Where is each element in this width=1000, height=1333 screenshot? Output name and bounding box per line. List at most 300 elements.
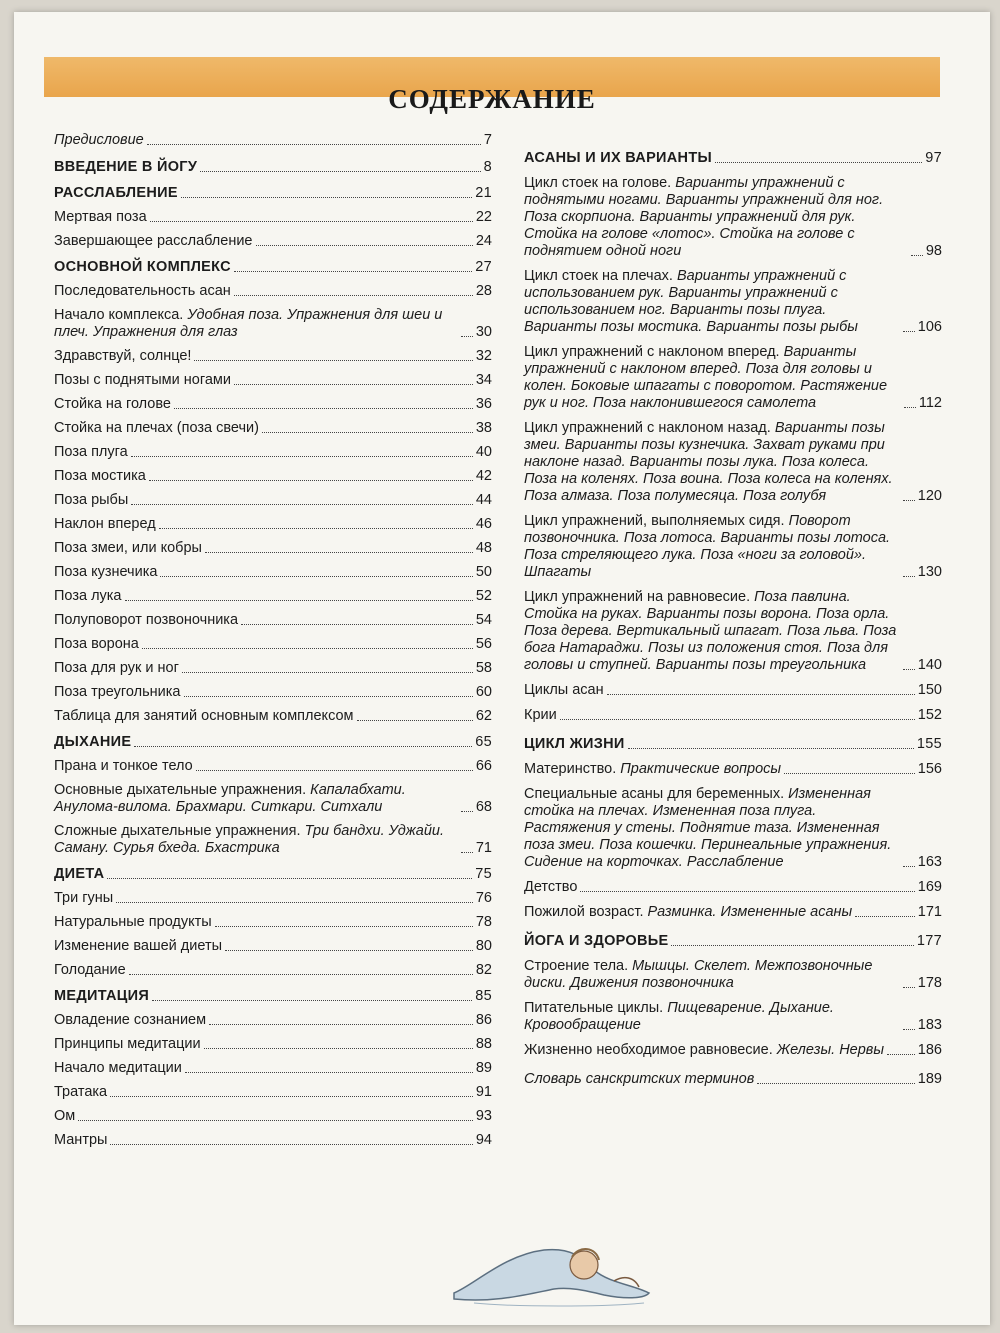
toc-entry-title: РАССЛАБЛЕНИЕ — [54, 185, 178, 201]
toc-entry-subtopics: Капалабхати. Анулома-вилома. Брахмари. Ситкари. Ситхали — [54, 782, 406, 815]
leader-dots — [196, 770, 473, 771]
toc-entry-title: Изменение вашей диеты — [54, 938, 223, 954]
toc-entry-title: Натуральные продукты — [54, 914, 212, 930]
page-number: 106 — [917, 319, 942, 335]
toc-entry-text — [54, 185, 178, 202]
toc-section-heading — [524, 933, 942, 950]
toc-entry — [54, 233, 492, 250]
toc-entry-text — [524, 589, 900, 674]
toc-entry-text — [54, 444, 128, 461]
toc-entry-title: Мантры — [54, 1132, 108, 1148]
page-number: 171 — [917, 904, 942, 920]
toc-entry-title: Поза рыбы — [54, 492, 129, 508]
toc-entry — [54, 516, 492, 533]
page-number: 76 — [475, 890, 492, 906]
leader-dots — [234, 271, 472, 272]
toc-entry — [54, 348, 492, 365]
page-number: 98 — [925, 243, 942, 259]
toc-entry-subtopics: Варианты упражнений с наклоном вперед. Поза для головы и колен. Боковые шпагаты с поворотом. Растяжение рук и ног. Поза наклонившегося самолета — [524, 344, 888, 411]
leader-dots — [131, 504, 473, 505]
page-number: 71 — [475, 840, 492, 856]
page-number: 50 — [475, 564, 492, 580]
page-number: 89 — [475, 1060, 492, 1076]
toc-entry-text — [54, 159, 197, 176]
toc-entry-subtopics: Пищеварение. Дыхание. Кровообращение — [524, 1000, 834, 1033]
toc-entry-text — [54, 209, 147, 226]
leader-dots — [855, 916, 915, 917]
toc-entry-subtopics: Варианты упражнений с поднятыми ногами. Варианты упражнений для ног. Поза скорпиона. Варианты упражнений для рук. Стойка на голове «лотос». Стойка на голове с поднятием одной ноги — [524, 175, 884, 259]
toc-entry-text — [54, 233, 253, 250]
toc-entry — [524, 786, 942, 871]
page-number: 75 — [475, 866, 492, 882]
toc-entry-title: Основные дыхательные упражнения. — [54, 782, 307, 798]
page-number: 44 — [475, 492, 492, 508]
toc-entry-title: Цикл упражнений с наклоном вперед. — [524, 344, 780, 360]
page-number: 186 — [917, 1042, 942, 1058]
toc-entry-title: Полуповорот позвоночника — [54, 612, 239, 628]
toc-entry-text — [524, 1000, 900, 1034]
toc-entry-text — [54, 823, 458, 857]
leader-dots — [200, 171, 480, 172]
page-number: 183 — [917, 1017, 942, 1033]
toc-entry — [54, 890, 492, 907]
toc-entry-text — [524, 420, 900, 505]
toc-entry-title: Поза ворона — [54, 636, 139, 652]
leader-dots — [560, 719, 915, 720]
toc-entry-title: Циклы асан — [524, 682, 604, 698]
toc-entry-text — [54, 962, 126, 979]
page-number: 82 — [475, 962, 492, 978]
leader-dots — [209, 1024, 473, 1025]
toc-entry — [54, 636, 492, 653]
toc-entry — [524, 420, 942, 505]
toc-section-heading — [54, 159, 492, 176]
toc-entry-text — [524, 344, 901, 412]
leader-dots — [234, 384, 473, 385]
toc-entry-text — [524, 175, 908, 260]
toc-entry — [54, 914, 492, 931]
leader-dots — [357, 720, 473, 721]
toc-entry-text — [54, 1108, 75, 1125]
leader-dots — [142, 648, 473, 649]
toc-entry — [54, 492, 492, 509]
toc-entry-title: Словарь санскритских терминов — [524, 1071, 755, 1087]
toc-entry-text — [54, 988, 149, 1005]
leader-dots — [911, 255, 923, 256]
leader-dots — [461, 852, 473, 853]
leader-dots — [194, 360, 472, 361]
toc-entry — [54, 540, 492, 557]
toc-entry — [524, 513, 942, 581]
page-number: 177 — [916, 933, 942, 949]
page-number: 22 — [475, 209, 492, 225]
toc-column-left — [54, 132, 492, 1156]
leader-dots — [125, 600, 473, 601]
page-number: 155 — [916, 736, 942, 752]
toc-entry — [54, 132, 492, 149]
toc-section-heading — [524, 150, 942, 167]
toc-entry-text — [54, 420, 259, 437]
toc-entry-text — [54, 372, 231, 389]
page-number: 60 — [475, 684, 492, 700]
toc-entry-subtopics: Измененная стойка на плечах. Измененная поза плуга. Растяжения у стены. Поднятие таза. Измененная поза змеи. Поза кошечки. Перинеальные упражнения. Сидение на корточках. Расслабление — [524, 786, 892, 870]
leader-dots — [903, 331, 915, 332]
leader-dots — [174, 408, 473, 409]
toc-entry-title: Детство — [524, 879, 578, 895]
leader-dots — [262, 432, 473, 433]
toc-entry-text — [524, 1071, 754, 1088]
toc-entry-text — [54, 1036, 201, 1053]
toc-entry — [524, 175, 942, 260]
toc-entry-subtopics: Железы. Нервы — [776, 1042, 885, 1058]
toc-entry-text — [54, 708, 354, 725]
leader-dots — [152, 1000, 472, 1001]
page-number: 163 — [917, 854, 942, 870]
toc-entry-title: Поза для рук и ног — [54, 660, 179, 676]
leader-dots — [215, 926, 473, 927]
toc-entry-title: Здравствуй, солнце! — [54, 348, 192, 364]
toc-entry-text — [54, 516, 156, 533]
toc-section-heading — [54, 734, 492, 751]
toc-entry-text — [54, 492, 128, 509]
toc-entry-title: Крии — [524, 707, 557, 723]
toc-entry — [54, 564, 492, 581]
toc-entry-text — [524, 1042, 884, 1059]
toc-entry — [54, 1060, 492, 1077]
toc-entry-text — [54, 914, 212, 931]
toc-entry-text — [524, 933, 668, 950]
page-number: 189 — [917, 1071, 942, 1087]
leader-dots — [234, 295, 473, 296]
toc-entry-title: Три гуны — [54, 890, 114, 906]
leader-dots — [134, 746, 472, 747]
leader-dots — [903, 987, 915, 988]
toc-entry-title: Позы с поднятыми ногами — [54, 372, 231, 388]
page-number: 24 — [475, 233, 492, 249]
toc-entry-text — [54, 1084, 107, 1101]
toc-entry-title: Пожилой возраст. — [524, 904, 644, 920]
toc-entry — [54, 468, 492, 485]
toc-entry — [54, 209, 492, 226]
leader-dots — [182, 672, 473, 673]
toc-section-heading — [54, 988, 492, 1005]
toc-entry-subtopics: Поза павлина. Стойка на руках. Варианты позы ворона. Поза орла. Поза дерева. Вертикальный шпагат. Поза льва. Поза бога Натараджи. Позы из положения стоя. Поза для головы и ступней. Варианты позы треугольника — [524, 589, 897, 673]
toc-section-heading — [524, 736, 942, 753]
page-number: 21 — [475, 185, 492, 201]
toc-entry — [524, 707, 942, 724]
toc-entry-title: Последовательность асан — [54, 283, 231, 299]
toc-entry-title: ЦИКЛ ЖИЗНИ — [524, 736, 625, 752]
leader-dots — [129, 974, 473, 975]
page-number: 152 — [917, 707, 942, 723]
toc-entry-title: Овладение сознанием — [54, 1012, 207, 1028]
toc-entry-text — [524, 513, 900, 581]
leader-dots — [903, 866, 915, 867]
leader-dots — [887, 1054, 915, 1055]
toc-entry — [524, 904, 942, 921]
toc-glossary-entry — [524, 1071, 942, 1088]
toc-entry — [524, 761, 942, 778]
leader-dots — [110, 1096, 473, 1097]
toc-entry-title: ОСНОВНОЙ КОМПЛЕКС — [54, 259, 231, 275]
yoga-pose-illustration — [434, 1215, 664, 1315]
toc-entry — [54, 1108, 492, 1125]
page-number: 7 — [483, 132, 492, 148]
toc-entry — [524, 344, 942, 412]
leader-dots — [903, 1029, 915, 1030]
toc-entry-title: МЕДИТАЦИЯ — [54, 988, 150, 1004]
toc-entry-title: Материнство. — [524, 761, 617, 777]
toc-entry-title: Цикл упражнений на равновесие. — [524, 589, 751, 605]
toc-entry-text — [54, 684, 181, 701]
toc-entry-subtopics: Три бандхи. Уджайи. Саману. Сурья бхеда. Бхастрика — [54, 823, 444, 856]
leader-dots — [150, 221, 473, 222]
page-number: 46 — [475, 516, 492, 532]
page-number: 36 — [475, 396, 492, 412]
toc-entry-title: Сложные дыхательные упражнения. — [54, 823, 301, 839]
page-number: 54 — [475, 612, 492, 628]
toc-entry-text — [54, 468, 146, 485]
toc-entry-subtopics: Поворот позвоночника. Поза лотоса. Варианты позы лотоса. Поза стреляющего лука. Поза «ноги за головой». Шпагаты — [524, 513, 891, 580]
leader-dots — [116, 902, 473, 903]
page-number: 86 — [475, 1012, 492, 1028]
leader-dots — [903, 500, 915, 501]
toc-entry-subtopics: Удобная поза. Упражнения для шеи и плеч. Упражнения для глаз — [54, 307, 443, 340]
toc-entry — [54, 420, 492, 437]
toc-entry-text — [524, 682, 604, 699]
toc-entry-title: ДЫХАНИЕ — [54, 734, 132, 750]
leader-dots — [903, 576, 915, 577]
toc-entry — [54, 708, 492, 725]
toc-entry-text — [54, 734, 131, 751]
page-number: 178 — [917, 975, 942, 991]
leader-dots — [131, 456, 473, 457]
leader-dots — [757, 1083, 915, 1084]
toc-entry-text — [54, 758, 193, 775]
toc-entry-title: ДИЕТА — [54, 866, 105, 882]
page-number: 78 — [475, 914, 492, 930]
toc-entry — [54, 823, 492, 857]
page-number: 91 — [475, 1084, 492, 1100]
toc-entry-title: Поза кузнечика — [54, 564, 158, 580]
toc-entry — [54, 588, 492, 605]
toc-entry-subtopics: Практические вопросы — [620, 761, 782, 777]
toc-entry — [54, 660, 492, 677]
toc-entry — [524, 682, 942, 699]
toc-entry-title: Принципы медитации — [54, 1036, 201, 1052]
toc-entry-title: Поза мостика — [54, 468, 146, 484]
toc-entry-title: Специальные асаны для беременных. — [524, 786, 785, 802]
page-number: 140 — [917, 657, 942, 673]
toc-entry — [54, 283, 492, 300]
page-number: 97 — [925, 150, 942, 166]
leader-dots — [903, 669, 915, 670]
leader-dots — [149, 480, 473, 481]
toc-entry-title: Стойка на плечах (поза свечи) — [54, 420, 259, 436]
toc-entry-title: Завершающее расслабление — [54, 233, 253, 249]
toc-entry-text — [54, 540, 202, 557]
leader-dots — [110, 1144, 472, 1145]
toc-entry — [54, 684, 492, 701]
toc-entry — [54, 938, 492, 955]
toc-entry — [54, 372, 492, 389]
toc-entry-text — [524, 268, 900, 336]
page-number: 112 — [918, 395, 942, 411]
toc-entry-title: Поза плуга — [54, 444, 128, 460]
toc-entry-text — [524, 150, 712, 167]
toc-entry-text — [54, 259, 231, 276]
toc-entry-title: Поза лука — [54, 588, 122, 604]
toc-entry-title: ЙОГА И ЗДОРОВЬЕ — [524, 933, 669, 949]
leader-dots — [671, 945, 913, 946]
leader-dots — [147, 144, 481, 145]
toc-entry-text — [524, 904, 852, 921]
leader-dots — [107, 878, 472, 879]
toc-entry-title: Наклон вперед — [54, 516, 156, 532]
leader-dots — [205, 552, 473, 553]
toc-entry-title: Таблица для занятий основным комплексом — [54, 708, 354, 724]
toc-entry-text — [54, 1132, 107, 1149]
page-number: 130 — [917, 564, 942, 580]
toc-entry-text — [524, 958, 900, 992]
toc-entry — [54, 1132, 492, 1149]
page-number: 65 — [475, 734, 492, 750]
page-number: 42 — [475, 468, 492, 484]
toc-entry-text — [54, 588, 122, 605]
leader-dots — [78, 1120, 473, 1121]
toc-entry-title: Тратака — [54, 1084, 108, 1100]
page-number: 30 — [475, 324, 492, 340]
page-number: 32 — [475, 348, 492, 364]
toc-entry-text — [54, 612, 238, 629]
leader-dots — [461, 811, 473, 812]
page-number: 93 — [475, 1108, 492, 1124]
page-number: 40 — [475, 444, 492, 460]
toc-entry-subtopics: Мышцы. Скелет. Межпозвоночные диски. Движения позвоночника — [524, 958, 873, 991]
book-page — [14, 12, 990, 1325]
toc-entry — [524, 1000, 942, 1034]
toc-entry-subtopics: Разминка. Измененные асаны — [647, 904, 853, 920]
toc-entry-title: АСАНЫ И ИХ ВАРИАНТЫ — [524, 150, 712, 166]
page-number: 120 — [917, 488, 942, 504]
page-title: СОДЕРЖАНИЕ — [388, 84, 596, 114]
toc-entry — [54, 612, 492, 629]
page-number: 80 — [475, 938, 492, 954]
toc-entry — [524, 958, 942, 992]
toc-entry-text — [54, 938, 222, 955]
page-number: 34 — [475, 372, 492, 388]
toc-section-heading — [54, 185, 492, 202]
leader-dots — [241, 624, 473, 625]
leader-dots — [904, 407, 916, 408]
toc-entry — [54, 1084, 492, 1101]
toc-entry-title: Начало комплекса. — [54, 307, 184, 323]
toc-entry-text — [54, 1060, 182, 1077]
toc-entry — [54, 444, 492, 461]
leader-dots — [185, 1072, 473, 1073]
page-number: 56 — [475, 636, 492, 652]
toc-entry-text — [54, 283, 231, 300]
toc-entry — [54, 962, 492, 979]
page-number: 62 — [475, 708, 492, 724]
toc-entry-text — [524, 879, 577, 896]
leader-dots — [461, 336, 473, 337]
page-number: 156 — [917, 761, 942, 777]
toc-entry-title: Цикл стоек на голове. — [524, 175, 672, 191]
page-number: 169 — [917, 879, 942, 895]
leader-dots — [256, 245, 473, 246]
toc-entry — [524, 879, 942, 896]
leader-dots — [160, 576, 472, 577]
leader-dots — [184, 696, 473, 697]
page-number: 88 — [475, 1036, 492, 1052]
toc-entry-text — [54, 1012, 206, 1029]
toc-entry-text — [54, 866, 104, 883]
leader-dots — [204, 1048, 473, 1049]
toc-entry — [524, 1042, 942, 1059]
toc-entry-text — [524, 786, 900, 871]
toc-entry-title: Прана и тонкое тело — [54, 758, 193, 774]
toc-section-heading — [54, 259, 492, 276]
toc-entry-title: Цикл упражнений с наклоном назад. — [524, 420, 771, 436]
leader-dots — [159, 528, 473, 529]
page-number: 48 — [475, 540, 492, 556]
toc-entry — [54, 758, 492, 775]
toc-entry-subtopics: Варианты упражнений с использованием рук. Варианты упражнений с использованием ног. Варианты позы плуга. Варианты позы мостика. Варианты позы рыбы — [524, 268, 858, 335]
toc-entry-title: Цикл упражнений, выполняемых сидя. — [524, 513, 785, 529]
toc-entry-text — [524, 707, 557, 724]
toc-entry-title: Предисловие — [54, 132, 144, 148]
toc-entry-title: Питательные циклы. — [524, 1000, 664, 1016]
toc-entry — [54, 307, 492, 341]
leader-dots — [715, 162, 922, 163]
page-number: 52 — [475, 588, 492, 604]
toc-entry-title: Ом — [54, 1108, 76, 1124]
leader-dots — [225, 950, 473, 951]
toc-entry-text — [524, 761, 781, 778]
page-number: 150 — [917, 682, 942, 698]
leader-dots — [607, 694, 915, 695]
toc-entry-title: Стойка на голове — [54, 396, 171, 412]
page-number: 85 — [475, 988, 492, 1004]
page-number: 27 — [475, 259, 492, 275]
toc-entry — [524, 589, 942, 674]
toc-entry — [54, 396, 492, 413]
leader-dots — [580, 891, 914, 892]
toc-entry-text — [54, 564, 157, 581]
toc-entry — [524, 268, 942, 336]
page-number: 38 — [475, 420, 492, 436]
toc-entry-title: Строение тела. — [524, 958, 629, 974]
toc-entry-title: Поза треугольника — [54, 684, 181, 700]
toc-section-heading — [54, 866, 492, 883]
toc-entry-title: Жизненно необходимое равновесие. — [524, 1042, 773, 1058]
leader-dots — [628, 748, 914, 749]
toc-entry-text — [54, 636, 139, 653]
page-number: 68 — [475, 799, 492, 815]
toc-entry-text — [54, 660, 179, 677]
toc-entry-text — [54, 348, 191, 365]
leader-dots — [181, 197, 472, 198]
page-number: 28 — [475, 283, 492, 299]
toc-column-right — [524, 150, 942, 1096]
toc-entry-text — [54, 782, 458, 816]
toc-entry-title: Поза змеи, или кобры — [54, 540, 202, 556]
toc-entry-text — [54, 396, 171, 413]
page-number: 8 — [483, 159, 492, 175]
toc-entry-title: Начало медитации — [54, 1060, 182, 1076]
toc-entry — [54, 1012, 492, 1029]
